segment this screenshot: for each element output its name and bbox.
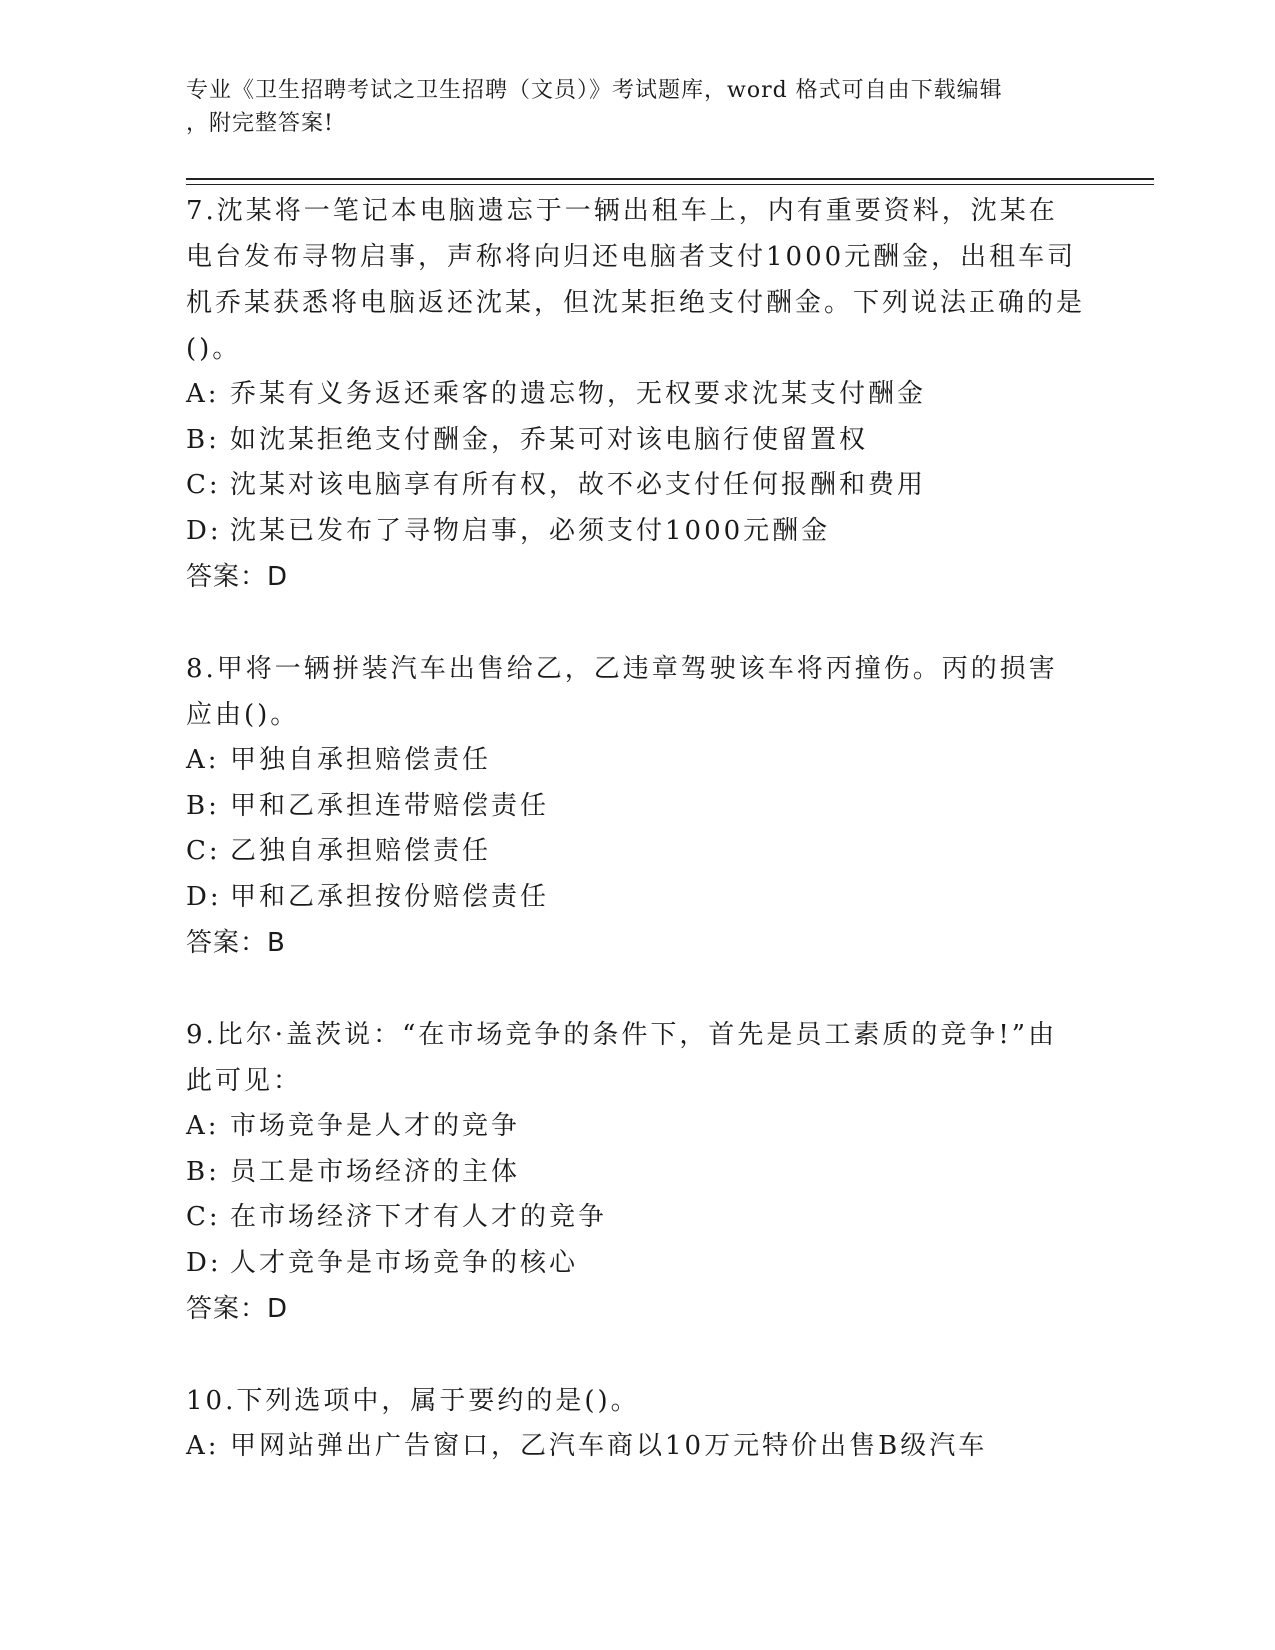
option-text: 沈某已发布了寻物启事，必须支付1000元酬金 [230,515,831,546]
option-text: 甲和乙承担连带赔偿责任 [230,790,550,821]
option-c [186,463,1086,509]
header-line-2: ，附完整答案! [186,111,334,136]
option-b [186,1150,1086,1196]
option-letter: D: [186,515,222,546]
option-text: 甲和乙承担按份赔偿责任 [230,881,550,912]
option-a [186,1104,1086,1150]
option-a [186,1424,1086,1470]
question-text: 9.比尔·盖茨说：“在市场竞争的条件下，首先是员工素质的竞争!”由此可见： [186,1020,1058,1096]
option-letter: B: [186,790,220,821]
header-line-1: 专业《卫生招聘考试之卫生招聘（文员）》考试题库，word 格式可自由下载编辑 [186,78,1003,103]
document-header [186,74,1086,140]
option-b [186,784,1086,830]
question-10 [186,1378,1086,1470]
option-text: 员工是市场经济的主体 [230,1156,521,1187]
option-a [186,738,1086,784]
header-divider-thin [186,184,1154,185]
option-letter: C: [186,470,221,500]
option-b [186,418,1086,464]
question-9 [186,1012,1086,1332]
option-text: 甲独自承担赔偿责任 [230,745,492,775]
option-letter: A: [186,1431,220,1461]
option-letter: B: [186,424,220,455]
answer: 答案：D [186,1294,289,1324]
option-letter: B: [186,1156,220,1187]
option-text: 沈某对该电脑享有所有权，故不必支付任何报酬和费用 [230,470,927,500]
option-letter: D: [186,1247,222,1278]
question-list [186,188,1086,1516]
option-d [186,1241,1086,1287]
answer: 答案：B [186,928,286,958]
option-d [186,509,1086,555]
option-d [186,875,1086,921]
question-text: 10.下列选项中，属于要约的是()。 [186,1386,640,1416]
question-text: 7.沈某将一笔记本电脑遗忘于一辆出租车上，内有重要资料，沈某在电台发布寻物启事，声称将向归还电脑者支付1000元酬金，出租车司机乔某获悉将电脑返还沈某，但沈某拒绝支付酬金。下列说法正确的是()。 [186,196,1086,364]
option-text: 在市场经济下才有人才的竞争 [230,1202,608,1232]
option-letter: A: [186,745,220,775]
option-text: 人才竞争是市场竞争的核心 [230,1247,579,1278]
option-text: 如沈某拒绝支付酬金，乔某可对该电脑行使留置权 [230,424,869,455]
option-a [186,372,1086,418]
header-divider-thick [186,178,1154,180]
option-letter: C: [186,1202,221,1232]
option-text: 乔某有义务返还乘客的遗忘物，无权要求沈某支付酬金 [230,379,927,409]
option-text: 乙独自承担赔偿责任 [230,836,492,866]
option-letter: A: [186,379,220,409]
answer: 答案：D [186,562,289,592]
option-c [186,1195,1086,1241]
question-7 [186,188,1086,600]
question-text: 8.甲将一辆拼装汽车出售给乙，乙违章驾驶该车将丙撞伤。丙的损害应由()。 [186,654,1058,730]
option-c [186,829,1086,875]
option-text: 甲网站弹出广告窗口，乙汽车商以10万元特价出售B级汽车 [230,1431,988,1461]
option-text: 市场竞争是人才的竞争 [230,1111,521,1141]
option-letter: A: [186,1111,220,1141]
option-letter: C: [186,836,221,866]
question-8 [186,646,1086,966]
option-letter: D: [186,881,222,912]
